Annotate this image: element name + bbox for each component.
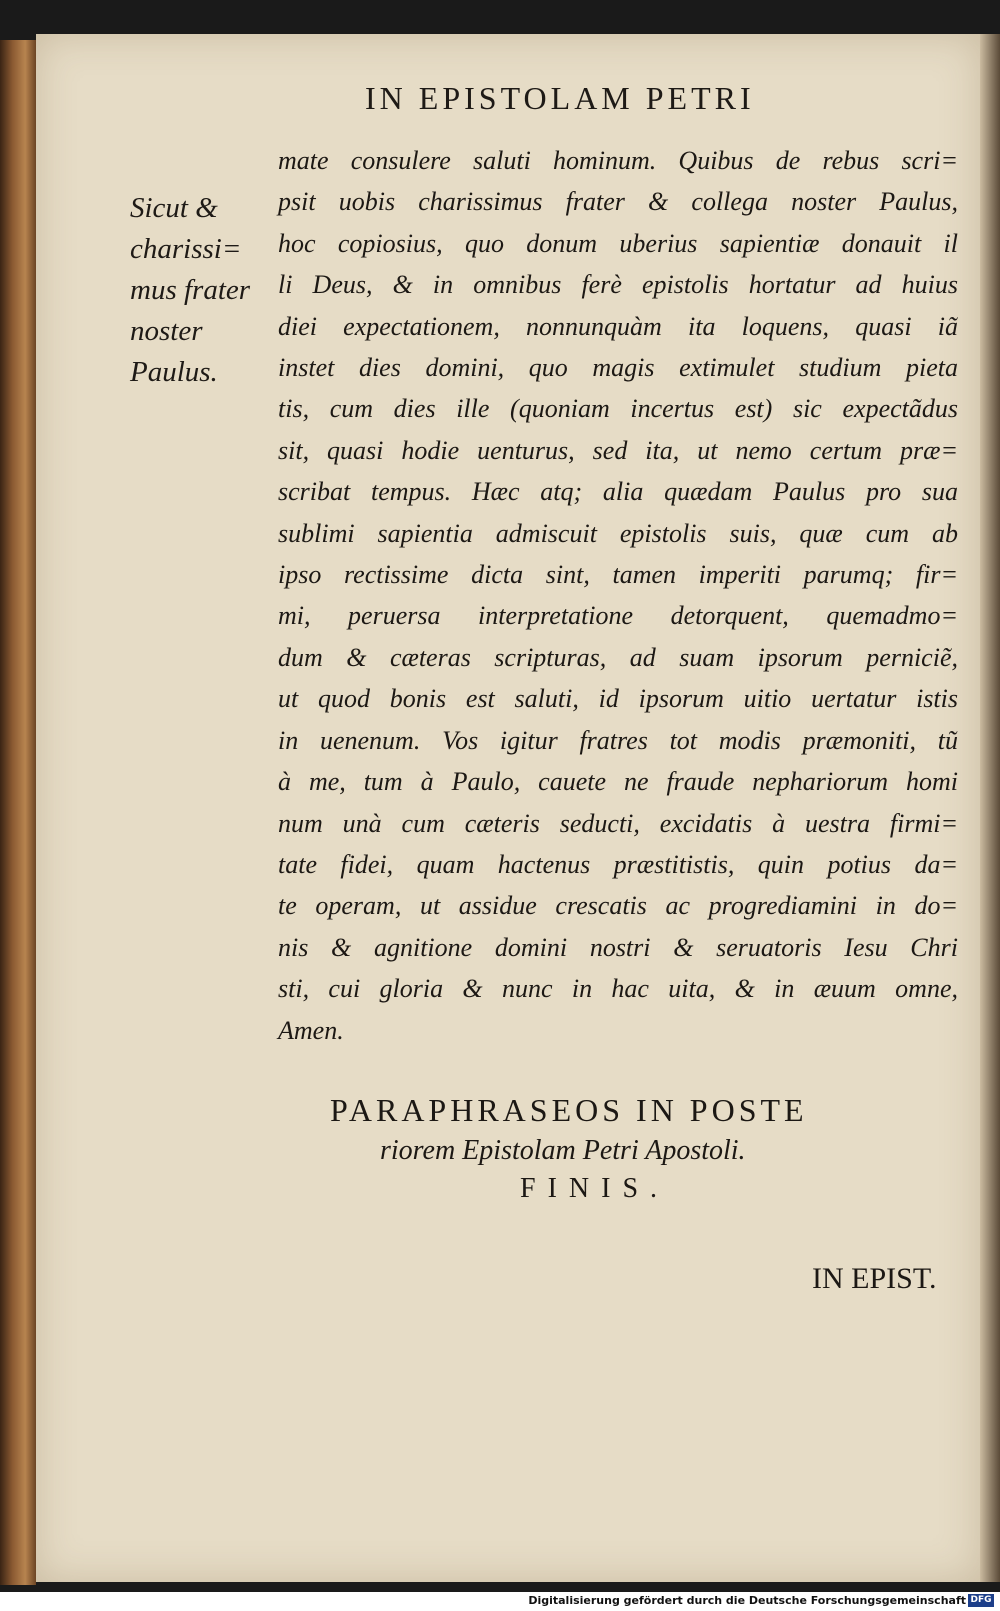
text-line: tis, cum dies ille (quoniam incertus est) sic expectãdus bbox=[278, 394, 958, 424]
text-line: dum & cæteras scripturas, ad suam ipsorum perniciẽ, bbox=[278, 642, 958, 672]
text-line: nis & agnitione domini nostri & seruatoris Iesu Chri bbox=[278, 932, 958, 962]
digitization-credit: Digitalisierung gefördert durch die Deutsche Forschungsgemeinschaft bbox=[528, 1594, 966, 1607]
colophon-title: PARAPHRASEOS IN POSTE bbox=[330, 1092, 808, 1128]
colophon bbox=[330, 1092, 930, 1205]
page-right-edge bbox=[980, 34, 1000, 1582]
text-line: ipso rectissime dicta sint, tamen imperiti parumq; fir= bbox=[278, 560, 958, 590]
text-line: psit uobis charissimus frater & collega noster Paulus, bbox=[278, 187, 958, 217]
text-line: Amen. bbox=[278, 1015, 344, 1045]
marginal-note-line: mus frater bbox=[130, 274, 251, 306]
text-line: sit, quasi hodie uenturus, sed ita, ut nemo certum præ= bbox=[278, 435, 958, 465]
dfg-logo: DFG bbox=[968, 1594, 994, 1607]
book-binding-edge bbox=[0, 40, 36, 1585]
running-head: IN EPISTOLAM PETRI bbox=[365, 80, 755, 116]
text-line: tate fidei, quam hactenus præstitistis, quin potius da= bbox=[278, 849, 958, 879]
text-line: in uenenum. Vos igitur fratres tot modis præmoniti, tũ bbox=[278, 725, 958, 755]
text-line: à me, tum à Paulo, cauete ne fraude nephariorum homi bbox=[278, 767, 958, 797]
text-line: sti, cui gloria & nunc in hac uita, & in æuum omne, bbox=[278, 974, 958, 1004]
text-line: instet dies domini, quo magis extimulet studium pieta bbox=[278, 353, 958, 383]
marginal-note-line: noster bbox=[130, 315, 203, 347]
text-line: mi, peruersa interpretatione detorquent, quemadmo= bbox=[278, 601, 958, 631]
marginal-note-line: Sicut & bbox=[130, 192, 218, 224]
text-line: sublimi sapientia admiscuit epistolis suis, quæ cum ab bbox=[278, 518, 958, 548]
text-line: li Deus, & in omnibus ferè epistolis hortatur ad huius bbox=[278, 270, 958, 300]
text-line: diei expectationem, nonnunquàm ita loquens, quasi iã bbox=[278, 311, 958, 341]
colophon-finis: FINIS. bbox=[520, 1173, 670, 1204]
text-line: num unà cum cæteris seducti, excidatis à uestra firmi= bbox=[278, 808, 958, 838]
marginal-note-line: Paulus. bbox=[130, 356, 218, 388]
text-line: scribat tempus. Hæc atq; alia quædam Paulus pro sua bbox=[278, 477, 958, 507]
text-line: ut quod bonis est saluti, id ipsorum uitio uertatur istis bbox=[278, 684, 958, 714]
body-text bbox=[278, 140, 958, 1051]
marginal-note-line: charissi= bbox=[130, 233, 242, 265]
text-line: hoc copiosius, quo donum uberius sapientiæ donauit il bbox=[278, 228, 958, 258]
catchword: IN EPIST. bbox=[812, 1262, 937, 1295]
colophon-subtitle: riorem Epistolam Petri Apostoli. bbox=[380, 1135, 746, 1166]
marginal-note bbox=[130, 188, 270, 393]
text-line: te operam, ut assidue crescatis ac progrediamini in do= bbox=[278, 891, 958, 921]
text-line: mate consulere saluti hominum. Quibus de rebus scri= bbox=[278, 146, 958, 175]
